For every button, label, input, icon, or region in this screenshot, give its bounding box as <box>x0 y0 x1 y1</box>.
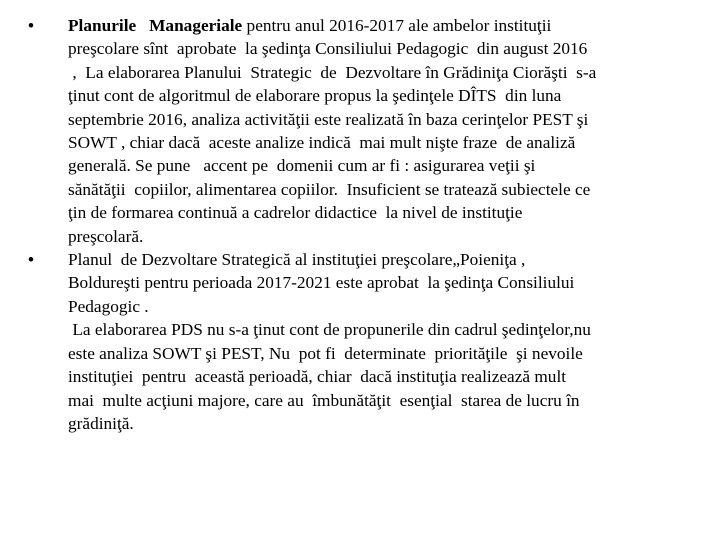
text-line: Planul de Dezvoltare Strategică al instituţiei preşcolare„Poieniţa , <box>68 250 526 270</box>
text-line: mai multe acţiuni majore, care au îmbunătăţit esenţial starea de lucru în <box>68 390 580 410</box>
text-line <box>68 14 692 37</box>
text-line: ţin de formarea continuă a cadrelor didactice la nivel de instituţie <box>68 203 523 223</box>
text-line: generală. Se pune accent pe domenii cum ar fi : asigurarea veţii şi <box>68 156 536 176</box>
text-line: preşcolară. <box>68 226 144 246</box>
text-line: este analiza SOWT şi PEST, Nu pot fi determinate priorităţile şi nevoile <box>68 343 583 363</box>
bullet-icon: • <box>28 16 34 35</box>
text-line: instituţiei pentru această perioadă, chiar dacă instituţia realizează mult <box>68 367 567 387</box>
text-line: ţinut cont de algoritmul de elaborare propus la şedinţele DÎTS din luna <box>68 86 562 106</box>
text-line: grădiniţă. <box>68 413 134 433</box>
bullet-item-planuri-manageriale <box>24 14 692 248</box>
bullet-item-planul-dezvoltare <box>24 248 692 318</box>
text-fragment: pentru anul 2016-2017 ale ambelor instituţii <box>242 16 552 35</box>
text-line: Pedagogic . <box>68 296 149 316</box>
bold-lead-text: Planurile Manageriale <box>68 16 243 35</box>
bullet-icon: • <box>28 250 34 270</box>
paragraph-pds <box>24 318 692 435</box>
text-line: sănătăţii copiilor, alimentarea copiilor. Insuficient se tratează subiectele ce <box>68 179 591 199</box>
text-line: La elaborarea PDS nu s-a ţinut cont de propunerile din cadrul şedinţelor,nu <box>68 320 591 340</box>
text-line: Boldureşti pentru perioada 2017-2021 este aprobat la şedinţa Consiliului <box>68 273 575 293</box>
text-line: septembrie 2016, analiza activităţii este realizată în baza cerinţelor PEST şi <box>68 109 589 129</box>
text-line: , La elaborarea Planului Strategic de Dezvoltare în Grădiniţa Ciorăşti s-a <box>68 62 597 82</box>
text-line: preşcolare sînt aprobate la şedinţa Consiliului Pedagogic din august 2016 <box>68 39 588 59</box>
slide-content <box>24 14 692 435</box>
text-line: SOWT , chiar dacă aceste analize indică mai mult nişte fraze de analiză <box>68 133 576 153</box>
